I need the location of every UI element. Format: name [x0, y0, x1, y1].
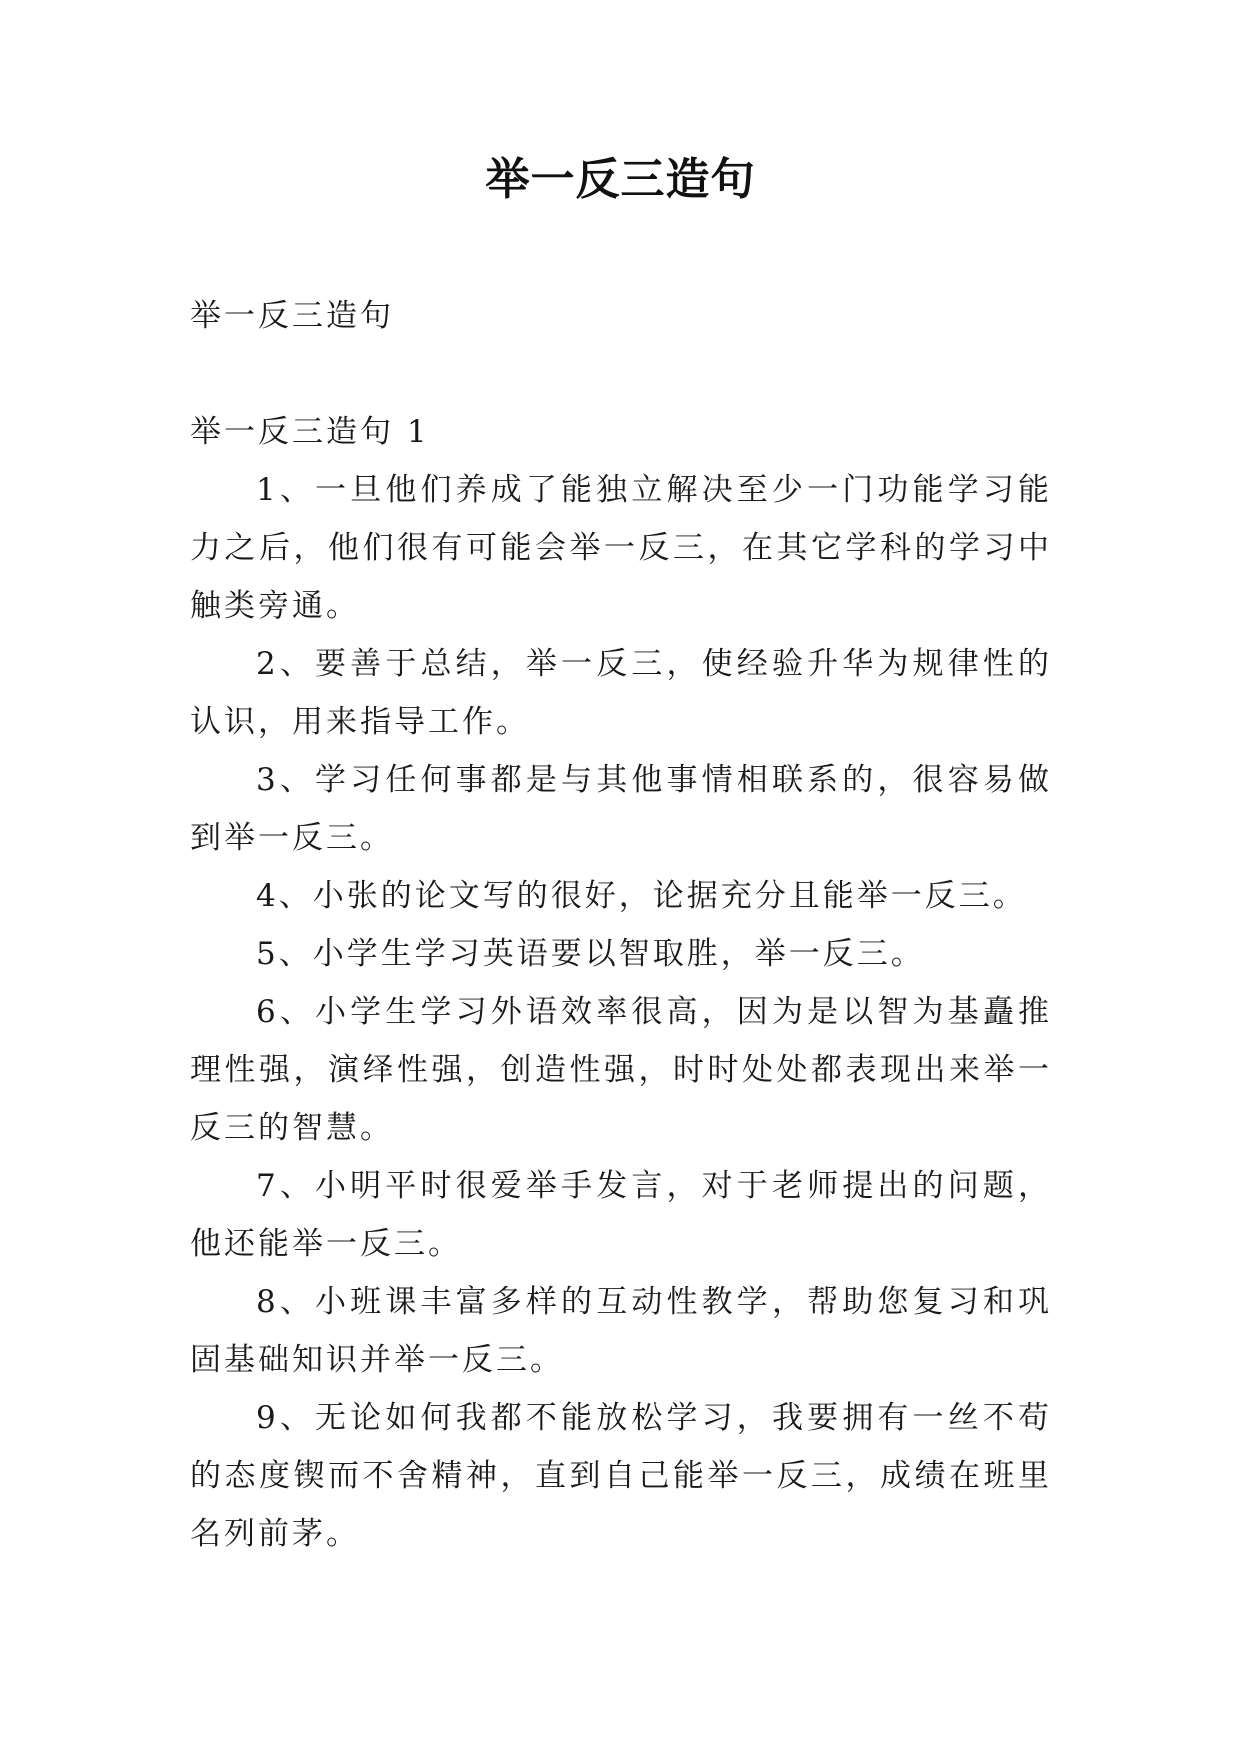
- document-title: 举一反三造句: [485, 154, 756, 205]
- sentence-3: 3、学习任何事都是与其他事情相联系的，很容易做到举一反三。: [190, 762, 1052, 856]
- document-subtitle: 举一反三造句: [190, 298, 394, 334]
- sentence-5: 5、小学生学习英语要以智取胜，举一反三。: [256, 936, 925, 972]
- section-heading: 举一反三造句 1: [190, 414, 430, 450]
- sentence-1: 1、一旦他们养成了能独立解决至少一门功能学习能力之后，他们很有可能会举一反三，在其它学科的学习中触类旁通。: [190, 472, 1052, 624]
- sentence-4: 4、小张的论文写的很好，论据充分且能举一反三。: [256, 878, 1027, 914]
- sentence-9: 9、无论如何我都不能放松学习，我要拥有一丝不苟的态度锲而不舍精神，直到自己能举一反三，成绩在班里名列前茅。: [190, 1400, 1052, 1552]
- sentence-6: 6、小学生学习外语效率很高，因为是以智为基矗推理性强，演绎性强，创造性强，时时处处都表现出来举一反三的智慧。: [190, 994, 1052, 1146]
- sentence-2: 2、要善于总结，举一反三，使经验升华为规律性的认识，用来指导工作。: [190, 646, 1052, 740]
- sentence-8: 8、小班课丰富多样的互动性教学，帮助您复习和巩固基础知识并举一反三。: [190, 1284, 1052, 1378]
- sentence-7: 7、小明平时很爱举手发言，对于老师提出的问题，他还能举一反三。: [190, 1168, 1052, 1262]
- document-body: [190, 287, 1052, 1563]
